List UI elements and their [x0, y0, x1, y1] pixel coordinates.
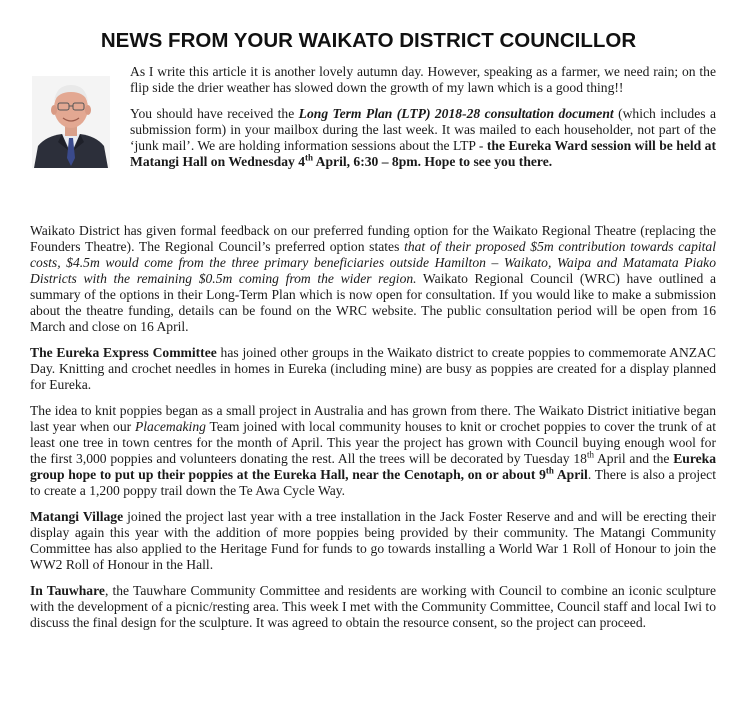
eureka-express-heading: The Eureka Express Committee — [30, 345, 217, 360]
councillor-portrait-icon — [32, 76, 110, 168]
intro-paragraph-1 — [130, 64, 716, 96]
portrait-illustration — [32, 76, 110, 168]
intro-paragraph-2 — [130, 106, 716, 170]
matangi-text: joined the project last year with a tree installation in the Jack Foster Reserve and and will be erecting their display again this year with the addition of more poppies being provided by their community. The Matangi Community Committee has also applied to the Heritage Fund for funds to go towards installing a World War 1 Roll of Honour to join the WW2 Roll of Honour in the Hall. — [30, 509, 716, 572]
tauwhare-heading: In Tauwhare — [30, 583, 105, 598]
poppies-text-d: April and the — [593, 451, 674, 466]
ltp-session-sup: th — [305, 152, 314, 163]
tauwhare-paragraph — [30, 583, 716, 631]
theatre-quote: that of their proposed $5m contribution towards capital costs, $4.5m would come from the three primary beneficiaries outside Hamilton – Waikato, Waipa and Matamata Piako Districts with the remaining $0.5m coming from the wider region. — [30, 239, 717, 286]
poppies-sup-1: th — [586, 449, 594, 460]
eureka-group-text: Eureka group hope to put up their poppies at the Eureka Hall, near the Cenotaph, on or about 9 — [30, 451, 716, 482]
ltp-document-name: Long Term Plan (LTP) 2018-28 consultation document — [298, 106, 614, 121]
placemaking-term: Placemaking — [134, 419, 206, 434]
ltp-text-a: You should have received the — [130, 106, 299, 121]
intro-section — [130, 64, 716, 180]
ltp-text-c: (which includes a submission form) in your mailbox during the last week. It was mailed to each householder, not part of the ‘junk mail’. We are holding information sessions about the LTP - — [130, 106, 716, 153]
matangi-paragraph — [30, 509, 716, 573]
page-title: NEWS FROM YOUR WAIKATO DISTRICT COUNCILLOR — [100, 29, 637, 52]
poppies-text-c: Team joined with local community houses to knit or crochet poppies to cover the trunk of at least one tree in town centres for the month of April. This year the project has grown with Council buying enough wool for the first 3,000 poppies and volunteers donating the rest. All the trees will be decorated by Tuesday 18 — [30, 419, 716, 466]
ltp-session-text: the Eureka Ward session will be held at Matangi Hall on Wednesday 4 — [130, 138, 716, 169]
matangi-heading: Matangi Village — [30, 509, 124, 524]
poppies-sup-2: th — [545, 465, 554, 476]
poppies-paragraph — [30, 403, 716, 499]
theatre-text-c: Waikato Regional Council (WRC) have outlined a summary of the options in their Long-Term Plan which is now open for consultation. If you would like to make a submission about the theatre funding, details can be found on the WRC website. The public consultation period will be open from 16 March and close on 16 April. — [30, 271, 716, 334]
ltp-session-time: April, 6:30 – 8pm. Hope to see you there. — [313, 154, 553, 169]
eureka-express-paragraph — [30, 345, 716, 393]
poppies-text-g: . There is also a project to create a 1,200 poppy trail down the Te Awa Cycle Way. — [30, 467, 716, 498]
eureka-group-date: April — [553, 467, 588, 482]
poppies-text-a: The idea to knit poppies began as a small project in Australia and has grown from there. The Waikato District initiative began last year when our — [30, 403, 716, 434]
theatre-paragraph — [30, 223, 716, 335]
tauwhare-text: , the Tauwhare Community Committee and residents are working with Council to combine an iconic sculpture with the development of a picnic/resting area. This week I met with the Community Committee, Council staff and local Iwi to discuss the final design for the sculpture. It was agreed to obtain the resource consent, so the project can proceed. — [30, 583, 716, 630]
theatre-text-a: Waikato District has given formal feedback on our preferred funding option for the Waikato Regional Theatre (replacing the Founders Theatre). The Regional Council’s preferred option states — [30, 223, 716, 254]
intro-text-1: As I write this article it is another lovely autumn day. However, speaking as a farmer, we need rain; on the flip side the drier weather has slowed down the growth of my lawn which is a good thing!! — [130, 64, 716, 95]
eureka-express-text: has joined other groups in the Waikato district to create poppies to commemorate ANZAC Day. Knitting and crochet needles in homes in Eureka (including mine) are busy as poppies are created for a display planned for Eureka. — [30, 345, 716, 392]
body-section — [30, 223, 716, 641]
